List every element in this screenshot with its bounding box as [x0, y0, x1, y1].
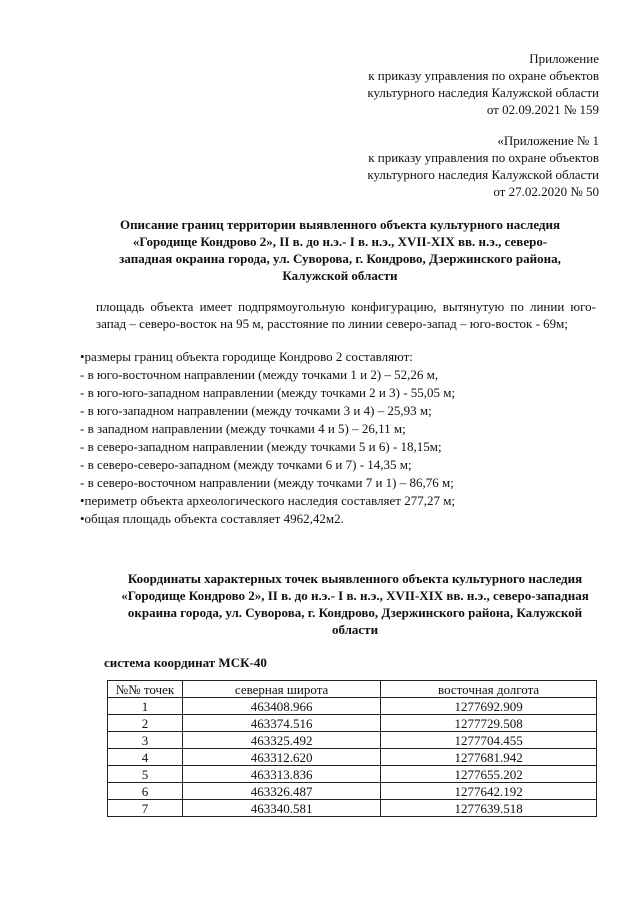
intro-paragraph: площадь объекта имеет подпрямоугольную конфигурацию, вытянутую по линии юго-запад – северо-восток на 95 м, расстояние по линии северо-запад – юго-восток - 69м;: [96, 299, 596, 331]
table-cell: 1277681.942: [381, 749, 597, 766]
table-cell: 1277692.909: [381, 698, 597, 715]
title-line: Калужской области: [282, 268, 398, 283]
column-header: восточная долгота: [381, 681, 597, 698]
table-cell: 463325.492: [182, 732, 380, 749]
header-line: от 02.09.2021 № 159: [486, 102, 599, 117]
appendix-header: [279, 50, 599, 118]
header-line: «Приложение № 1: [497, 133, 599, 148]
area-text: •общая площадь объекта составляет 4962,42м2.: [80, 511, 344, 526]
list-item: - в юго-юго-западном направлении (между точками 2 и 3) - 55,05 м;: [80, 385, 456, 400]
list-item: - в западном направлении (между точками 4 и 5) – 26,11 м;: [80, 421, 406, 436]
boundary-description-title: [80, 216, 600, 284]
list-item: - в северо-западном направлении (между точками 5 и 6) - 18,15м;: [80, 439, 442, 454]
column-header: №№ точек: [108, 681, 183, 698]
table-row: [108, 749, 597, 766]
dimensions-heading: •размеры границ объекта городище Кондрово 2 составляют:: [80, 349, 413, 364]
summary-list: [80, 492, 620, 528]
table-cell: 2: [108, 715, 183, 732]
table-header-row: [108, 681, 597, 698]
table-cell: 6: [108, 783, 183, 800]
title-line: Описание границ территории выявленного объекта культурного наследия: [119, 217, 561, 232]
table-cell: 1277642.192: [381, 783, 597, 800]
table-cell: 463326.487: [182, 783, 380, 800]
table-row: [108, 715, 597, 732]
header-line: культурного наследия Калужской области: [367, 167, 599, 182]
table-cell: 1277655.202: [381, 766, 597, 783]
header-line: от 27.02.2020 № 50: [493, 184, 599, 199]
table-cell: 5: [108, 766, 183, 783]
table-cell: 463340.581: [182, 800, 380, 817]
title-line: Координаты характерных точек выявленного объекта культурного наследия: [127, 571, 583, 586]
table-row: [108, 783, 597, 800]
header-line: культурного наследия Калужской области: [367, 85, 599, 100]
table-cell: 463313.836: [182, 766, 380, 783]
title-line: области: [331, 622, 379, 637]
list-item: - в северо-северо-западном (между точками 6 и 7) - 14,35 м;: [80, 457, 412, 472]
table-cell: 463312.620: [182, 749, 380, 766]
title-line: «Городище Кондрово 2», II в. до н.э.- I в. н.э., XVII-XIX вв. н.э., северо-западная: [121, 588, 589, 603]
title-line: окраина города, ул. Суворова, г. Кондрово, Дзержинского района, Калужской: [127, 605, 583, 620]
table-cell: 1277704.455: [381, 732, 597, 749]
table-row: [108, 698, 597, 715]
title-line: «Городище Кондрово 2», II в. до н.э.- I в. н.э., XVII-XIX вв. н.э., северо-: [132, 234, 548, 249]
table-cell: 463408.966: [182, 698, 380, 715]
perimeter-text: •периметр объекта археологического наследия составляет 277,27 м;: [80, 493, 456, 508]
table-cell: 1277639.518: [381, 800, 597, 817]
table-cell: 3: [108, 732, 183, 749]
title-line: западная окраина города, ул. Суворова, г. Кондрово, Дзержинского района,: [119, 251, 561, 266]
header-line: к приказу управления по охране объектов: [368, 68, 599, 83]
table-cell: 1: [108, 698, 183, 715]
header-line: к приказу управления по охране объектов: [368, 150, 599, 165]
dimensions-list: [80, 348, 620, 492]
table-cell: 4: [108, 749, 183, 766]
list-item: - в юго-западном направлении (между точками 3 и 4) – 25,93 м;: [80, 403, 432, 418]
table-row: [108, 732, 597, 749]
coordinate-system-label: система координат МСК-40: [104, 655, 267, 670]
table-row: [108, 800, 597, 817]
table-cell: 1277729.508: [381, 715, 597, 732]
coordinates-title: [90, 570, 620, 638]
list-item: - в северо-восточном направлении (между точками 7 и 1) – 86,76 м;: [80, 475, 454, 490]
appendix1-header: [279, 132, 599, 200]
header-line: Приложение: [529, 51, 599, 66]
list-item: - в юго-восточном направлении (между точками 1 и 2) – 52,26 м,: [80, 367, 439, 382]
coordinates-table: [107, 680, 597, 817]
table-cell: 7: [108, 800, 183, 817]
table-row: [108, 766, 597, 783]
column-header: северная широта: [182, 681, 380, 698]
table-cell: 463374.516: [182, 715, 380, 732]
